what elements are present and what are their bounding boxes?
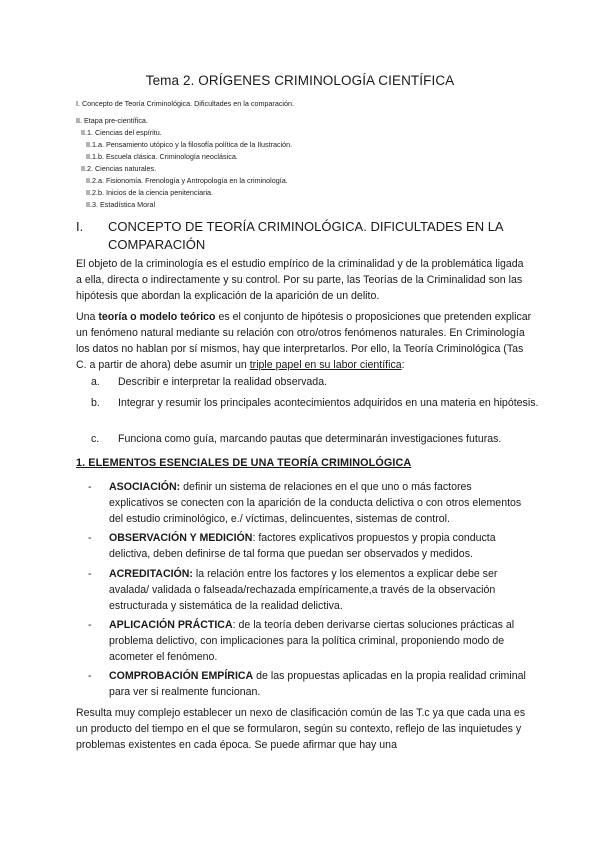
bullet-term: OBSERVACIÓN Y MEDICIÓN	[109, 532, 253, 544]
list-marker: c.	[91, 433, 100, 445]
toc-item: II. Etapa pre-científica.	[76, 116, 148, 125]
bullet-marker: -	[88, 532, 92, 544]
bullet-text	[109, 566, 529, 614]
text-run: la relación entre los factores y los elementos a explicar debe ser avalada/ validada o falseada/rechazada empíricamente,a través de la observación estructurada y sistemática de la realidad delictiva.	[109, 568, 498, 612]
section-title	[108, 218, 568, 254]
toc-item: II.1.b. Escuela clásica. Criminología neoclásica.	[86, 152, 238, 161]
list-marker: b.	[91, 397, 100, 409]
bullet-marker: -	[88, 568, 92, 580]
toc-item: II.2.a. Fisionomía. Frenología y Antropología en la criminología.	[86, 176, 288, 185]
bullet-text	[109, 668, 529, 700]
toc-item: II.3. Estadística Moral	[86, 200, 156, 209]
section-title-line: CONCEPTO DE TEORÍA CRIMINOLÓGICA. DIFICULTADES EN LA	[108, 219, 504, 234]
toc-item: II.2.b. Inicios de la ciencia penitenciaria.	[86, 188, 214, 197]
paragraph: El objeto de la criminología es el estudio empírico de la criminalidad y de la problemática ligada a ella, directa o indirectamente y su control. Por su parte, las Teorías de la Criminalidad son las hipótesis que abordan la explicación de la aparición de un delito.	[76, 258, 524, 302]
paragraph	[76, 309, 532, 373]
bullet-text	[109, 530, 529, 562]
bullet-marker: -	[88, 481, 92, 493]
text-run: : de la teoría deben derivarse ciertas soluciones prácticas al problema delictivo, con implicaciones para la política criminal, proponiendo modo de acometer el fenómeno.	[109, 619, 515, 663]
paragraph: Resulta muy complejo establecer un nexo de clasificación común de las T.c ya que cada una es un producto del tiempo en el que se formularon, según su contexto, reflejo de las inquietudes y problemas existentes en cada época. Se puede afirmar que hay una	[76, 707, 526, 751]
text-run: Una	[76, 311, 99, 323]
toc-item: I. Concepto de Teoría Criminológica. Dificultades en la comparación.	[76, 99, 294, 108]
document-title: Tema 2. ORÍGENES CRIMINOLOGÍA CIENTÍFICA	[145, 73, 455, 88]
list-marker: a.	[91, 376, 100, 388]
bullet-term: COMPROBACIÓN EMPÍRICA	[109, 670, 254, 682]
bold-term: teoría o modelo teórico	[98, 311, 216, 323]
bullet-term: ASOCIACIÓN:	[109, 481, 181, 493]
subsection-heading: 1. ELEMENTOS ESENCIALES DE UNA TEORÍA CRIMINOLÓGICA	[76, 457, 412, 469]
list-text: Describir e interpretar la realidad observada.	[118, 376, 328, 388]
text-run: de las propuestas aplicadas en la propia realidad criminal para ver si realmente funcionan.	[109, 670, 526, 698]
underlined-text: triple papel en su labor científica	[249, 359, 402, 371]
bullet-marker: -	[88, 619, 92, 631]
toc-item: II.1.a. Pensamiento utópico y la filosofía política de la Ilustración.	[86, 140, 293, 149]
bullet-term: APLICACIÓN PRÁCTICA	[109, 619, 233, 631]
text-run: :	[401, 359, 405, 371]
toc-item: II.2. Ciencias naturales.	[81, 164, 157, 173]
toc-item: II.1. Ciencias del espíritu.	[81, 128, 162, 137]
bullet-text	[109, 479, 529, 527]
bullet-marker: -	[88, 670, 92, 682]
section-title-line: COMPARACIÓN	[108, 237, 206, 252]
bullet-term: ACREDITACIÓN:	[109, 568, 193, 580]
text-run: es el conjunto de hipótesis o proposiciones que pretenden explicar un fenómeno natural mediante su relación con otro/otros fenómenos naturales. En Criminología los datos no hablan por sí mismos, hay que interpretarlos. Por ello, la Teoría Criminológica (Tas C. a partir de ahora) debe asumir un	[76, 311, 532, 371]
section-number: I.	[76, 219, 84, 234]
bullet-text	[109, 617, 529, 665]
list-text: Integrar y resumir los principales acontecimientos adquiridos en una materia en hipótesis.	[118, 397, 539, 409]
list-text: Funciona como guía, marcando pautas que determinarán investigaciones futuras.	[118, 433, 502, 445]
text-run: definir un sistema de relaciones en el que uno o más factores explicativos se conecten con la aparición de la conducta delictiva o con otros elementos del estudio criminológico, e./ víctimas, delincuentes, sistemas de control.	[109, 481, 522, 525]
text-run: : factores explicativos propuestos y propia conducta delictiva, deben definirse de tal forma que puedan ser observados y medidos.	[109, 532, 496, 560]
